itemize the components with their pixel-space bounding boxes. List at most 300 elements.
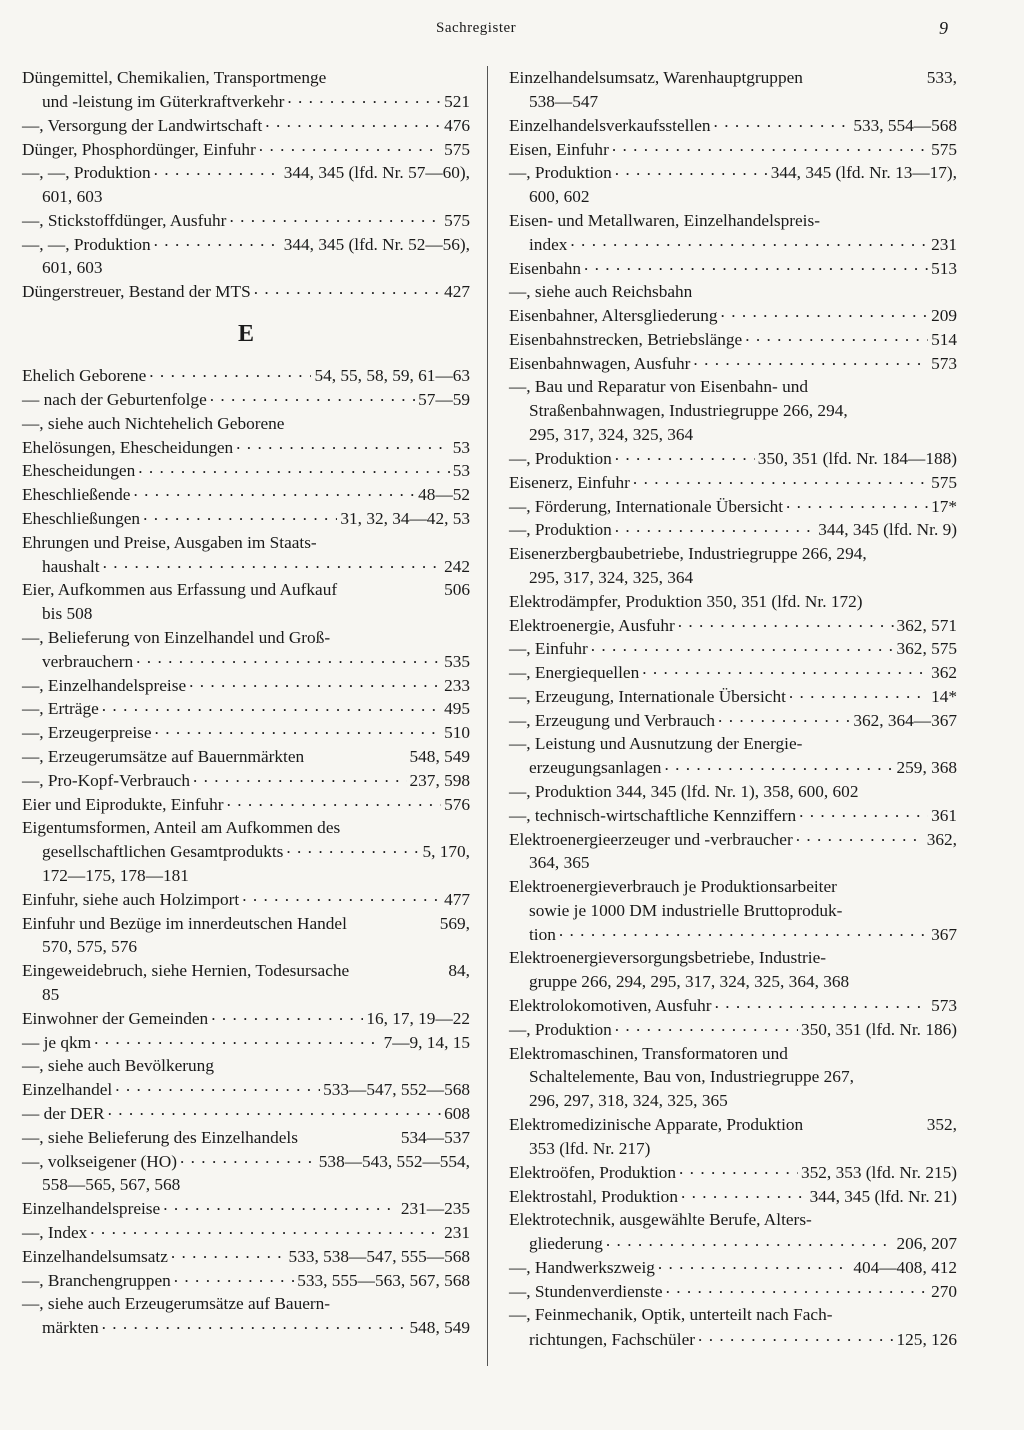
index-term: Düngerstreuer, Bestand der MTS: [22, 282, 251, 302]
index-entry: [509, 447, 957, 471]
index-term: Elektrodämpfer, Produktion 350, 351 (lfd. Nr. 172): [509, 591, 863, 611]
dot-leader: [642, 661, 928, 678]
index-entry: [509, 637, 957, 661]
page-references: 538—543, 552—554,: [318, 1151, 470, 1171]
index-term: —, siehe Belieferung des Einzelhandels: [22, 1127, 298, 1147]
dot-leader: [666, 1280, 928, 1297]
page-references: 344, 345 (lfd. Nr. 9): [818, 520, 957, 540]
page-references: 209: [931, 306, 957, 326]
index-term: 295, 317, 324, 325, 364: [529, 424, 694, 444]
dot-leader: [229, 209, 441, 226]
index-entry-line: [509, 280, 957, 304]
dot-leader: [698, 1327, 893, 1344]
index-term: märkten: [42, 1318, 99, 1338]
dot-leader: [115, 1078, 320, 1095]
index-entry: [22, 507, 470, 531]
index-entry-line: [22, 935, 470, 959]
index-entry-line: [22, 507, 470, 531]
index-entry-line: [22, 697, 470, 721]
index-term: Elektrostahl, Produktion: [509, 1186, 678, 1206]
page-references: 16, 17, 19—22: [366, 1008, 470, 1028]
dot-leader: [789, 685, 928, 702]
index-term: Eisenbahnwagen, Ausfuhr: [509, 353, 691, 373]
page-header: [0, 20, 1024, 44]
index-term: tion: [529, 924, 556, 944]
index-term: Eheschließende: [22, 485, 131, 505]
index-entry-line: [509, 566, 957, 590]
page-references: 53: [452, 461, 470, 481]
index-entry: [22, 161, 470, 209]
index-entry: [509, 328, 957, 352]
index-entry: [509, 1184, 957, 1208]
index-entry-line: [509, 328, 957, 352]
index-term: Eisen- und Metallwaren, Einzelhandelspreis-: [509, 210, 820, 230]
page-references: 513: [931, 258, 957, 278]
index-entry: [509, 280, 957, 304]
page-references: 514: [931, 330, 957, 350]
index-entry: [22, 1030, 470, 1054]
index-entry-line: [509, 256, 957, 280]
dot-leader: [143, 507, 337, 524]
index-term: —, Bau und Reparatur von Eisenbahn- und: [509, 377, 808, 397]
dot-leader: [721, 304, 929, 321]
index-entry: [22, 1221, 470, 1245]
dot-leader: [227, 792, 442, 809]
index-entry-line: [22, 554, 470, 578]
index-entry: [509, 828, 957, 876]
index-entry-line: [22, 888, 470, 912]
index-term: —, Produktion: [509, 449, 612, 469]
index-term: sowie je 1000 DM industrielle Bruttoproduk-: [529, 900, 843, 920]
index-entry: [509, 732, 957, 780]
index-entry-line: [22, 721, 470, 745]
index-term: Eisenbahn: [509, 258, 581, 278]
index-entry: [22, 459, 470, 483]
index-term: Einzelhandelsumsatz: [22, 1246, 168, 1266]
index-term: — nach der Geburtenfolge: [22, 390, 207, 410]
index-entry-line: [509, 471, 957, 495]
dot-leader: [136, 650, 441, 667]
dot-leader: [108, 1102, 442, 1119]
page-references: 576: [444, 794, 470, 814]
dot-leader: [103, 554, 441, 571]
index-entry: [509, 1256, 957, 1280]
index-term: Einfuhr und Bezüge im innerdeutschen Handel: [22, 913, 347, 933]
page-references: 534—537: [400, 1127, 470, 1147]
index-term: Dünger, Phosphordünger, Einfuhr: [22, 139, 256, 159]
index-term: —, Pro-Kopf-Verbrauch: [22, 770, 190, 790]
page-references: 344, 345 (lfd. Nr. 21): [809, 1186, 957, 1206]
index-term: —, Produktion: [509, 520, 612, 540]
index-entry-line: [22, 1054, 470, 1078]
index-entry-line: [509, 1303, 957, 1327]
index-entry: [22, 209, 470, 233]
index-entry: [22, 1197, 470, 1221]
index-entry-line: [22, 1292, 470, 1316]
dot-leader: [786, 494, 928, 511]
index-entry: [22, 911, 470, 959]
index-term: —, Einfuhr: [509, 639, 588, 659]
page-references: 270: [931, 1281, 957, 1301]
index-entry-line: [509, 732, 957, 756]
index-entry-line: [22, 483, 470, 507]
index-term: Elektroenergie, Ausfuhr: [509, 615, 675, 635]
page-references: 350, 351 (lfd. Nr. 184—188): [757, 449, 957, 469]
dot-leader: [259, 137, 441, 154]
index-entry-line: [509, 780, 957, 804]
index-entry-line: [509, 137, 957, 161]
index-entry-line: [509, 1232, 957, 1256]
index-term: —, Produktion: [509, 1020, 612, 1040]
index-term: Eisenerz, Einfuhr: [509, 472, 630, 492]
page-references: 608: [444, 1103, 470, 1123]
dot-leader: [693, 352, 928, 369]
index-entry: [22, 1078, 470, 1102]
index-entry: [509, 375, 957, 446]
index-entry: [509, 1042, 957, 1113]
index-entry-line: [22, 531, 470, 555]
index-entry-line: [22, 280, 470, 304]
index-term: Elektroenergieversorgungsbetriebe, Industrie-: [509, 948, 827, 968]
dot-leader: [102, 1316, 407, 1333]
dot-leader: [714, 114, 851, 131]
index-entry-line: [22, 90, 470, 114]
index-entry: [22, 137, 470, 161]
dot-leader: [174, 1268, 294, 1285]
index-entry: [509, 256, 957, 280]
index-entry-line: [509, 542, 957, 566]
index-entry-line: [22, 578, 470, 602]
index-entry-line: [22, 840, 470, 864]
index-term: —, Produktion 344, 345 (lfd. Nr. 1), 358, 600, 602: [509, 781, 859, 801]
index-entry-line: [509, 233, 957, 257]
index-entry-line: [509, 375, 957, 399]
index-term: gruppe 266, 294, 295, 317, 324, 325, 364, 368: [529, 972, 850, 992]
page-references: 362,: [926, 829, 957, 849]
index-term: Eisenerzbergbaubetriebe, Industriegruppe 266, 294,: [509, 543, 867, 563]
index-entry: [22, 1006, 470, 1030]
page-references: 344, 345 (lfd. Nr. 52—56),: [283, 234, 470, 254]
index-entry-line: [509, 90, 957, 114]
index-entry: [509, 1018, 957, 1042]
page-references: 510: [444, 723, 470, 743]
index-entry: [22, 483, 470, 507]
index-entry-line: [509, 875, 957, 899]
page-references: 404—408, 412: [853, 1258, 957, 1278]
index-entry: [22, 1125, 470, 1149]
index-entry: [22, 1268, 470, 1292]
index-entry-line: [22, 1078, 470, 1102]
index-entry: [509, 161, 957, 209]
index-entry: [22, 435, 470, 459]
index-term: —, Erzeugung, Internationale Übersicht: [509, 687, 786, 707]
index-entry-line: [509, 804, 957, 828]
dot-leader: [94, 1030, 380, 1047]
page-references: 476: [444, 115, 470, 135]
index-entry: [22, 578, 470, 626]
index-entry-line: [509, 447, 957, 471]
dot-leader: [718, 709, 850, 726]
index-entry: [509, 590, 957, 614]
index-entry: [509, 875, 957, 946]
index-term: —, Versorgung der Landwirtschaft: [22, 115, 263, 135]
index-entry: [509, 352, 957, 376]
left-column: [22, 66, 470, 1340]
index-term: —, Energiequellen: [509, 663, 640, 683]
index-entry-line: [509, 423, 957, 447]
page-references: 17*: [931, 496, 957, 516]
index-entry-line: [509, 114, 957, 138]
index-entry-line: [509, 685, 957, 709]
page-references: 569,: [439, 913, 470, 933]
column-divider: [487, 66, 488, 1366]
index-entry: [22, 721, 470, 745]
index-entry: [509, 804, 957, 828]
index-term: richtungen, Fachschüler: [529, 1329, 696, 1349]
index-entry-line: [22, 256, 470, 280]
index-entry: [509, 780, 957, 804]
page-references: 506: [444, 580, 470, 600]
page-references: 242: [444, 556, 470, 576]
page-references: 573: [931, 996, 957, 1016]
page-references: 84,: [448, 961, 470, 981]
index-term: 600, 602: [529, 186, 590, 206]
index-entry-line: [509, 994, 957, 1018]
page-references: 231: [444, 1222, 470, 1242]
page-references: 575: [444, 211, 470, 231]
index-entry-line: [509, 1208, 957, 1232]
index-entry-line: [22, 602, 470, 626]
dot-leader: [559, 923, 928, 940]
dot-leader: [171, 1244, 286, 1261]
index-term: —, Feinmechanik, Optik, unterteilt nach Fach-: [509, 1305, 833, 1325]
running-title: Sachregister: [436, 20, 517, 36]
index-term: —, Einzelhandelspreise: [22, 675, 187, 695]
index-entry-line: [22, 816, 470, 840]
dot-leader: [210, 388, 415, 405]
index-term: —, siehe auch Reichsbahn: [509, 282, 693, 302]
dot-leader: [138, 459, 449, 476]
index-entry: [509, 1208, 957, 1256]
dot-leader: [664, 756, 893, 773]
dot-leader: [154, 233, 281, 250]
index-entry-line: [22, 911, 470, 935]
page-references: 361: [931, 806, 957, 825]
index-entry-line: [509, 756, 957, 780]
dot-leader: [286, 840, 419, 857]
page-references: 548, 549: [409, 747, 470, 767]
index-term: —, Stundenverdienste: [509, 1281, 663, 1301]
index-entry: [509, 518, 957, 542]
page-references: 427: [444, 282, 470, 302]
index-entry-line: [22, 626, 470, 650]
dot-leader: [796, 828, 924, 845]
index-term: —, Produktion: [509, 163, 612, 183]
page-references: 362, 575: [896, 639, 957, 659]
index-entry: [22, 280, 470, 304]
index-entry-line: [509, 828, 957, 852]
dot-leader: [265, 114, 441, 131]
index-entry-line: [509, 1065, 957, 1089]
dot-leader: [236, 435, 450, 452]
index-entry-line: [509, 923, 957, 947]
index-entry-line: [22, 1316, 470, 1340]
index-entry-line: [22, 412, 470, 436]
index-term: Einzelhandelsverkaufsstellen: [509, 115, 711, 135]
index-term: —, Erzeugerumsätze auf Bauernmärkten: [22, 747, 305, 767]
index-entry-line: [509, 1256, 957, 1280]
index-entry-line: [22, 1197, 470, 1221]
page-references: 535: [444, 651, 470, 671]
page-references: 548, 549: [409, 1318, 470, 1338]
index-term: —, Branchengruppen: [22, 1270, 171, 1290]
index-term: Einzelhandel: [22, 1080, 113, 1100]
index-entry-line: [22, 864, 470, 888]
dot-leader: [211, 1006, 363, 1023]
index-term: —, —, Produktion: [22, 234, 151, 254]
index-entry-line: [22, 1221, 470, 1245]
index-term: —, Leistung und Ausnutzung der Energie-: [509, 734, 803, 754]
page-references: 231—235: [400, 1199, 470, 1219]
index-entry-line: [509, 899, 957, 923]
index-entry: [22, 412, 470, 436]
dot-leader: [615, 518, 816, 535]
index-term: verbrauchern: [42, 651, 134, 671]
index-entry: [22, 531, 470, 579]
page-references: 125, 126: [896, 1329, 957, 1349]
page-references: 573: [931, 353, 957, 373]
index-entry-line: [509, 1018, 957, 1042]
page-references: 533—547, 552—568: [323, 1080, 470, 1100]
dot-leader: [193, 769, 407, 786]
index-entry: [22, 233, 470, 281]
index-entry-line: [22, 459, 470, 483]
index-term: haushalt: [42, 556, 100, 576]
dot-leader: [745, 328, 928, 345]
index-entry: [509, 209, 957, 257]
index-term: 296, 297, 318, 324, 325, 365: [529, 1091, 728, 1111]
dot-leader: [189, 673, 441, 690]
index-term: gesellschaftlichen Gesamtprodukts: [42, 842, 284, 862]
index-term: Eier und Eiprodukte, Einfuhr: [22, 794, 224, 814]
index-entry-line: [509, 590, 957, 614]
index-entry: [509, 137, 957, 161]
page-references: 495: [444, 699, 470, 719]
index-term: —, siehe auch Nichtehelich Geborene: [22, 413, 285, 433]
dot-leader: [591, 637, 894, 654]
dot-leader: [584, 256, 928, 273]
index-entry: [509, 304, 957, 328]
index-term: Elektroöfen, Produktion: [509, 1162, 677, 1182]
index-entry-line: [22, 388, 470, 412]
index-term: Elektroenergieerzeuger und -verbraucher: [509, 829, 793, 849]
index-entry-line: [509, 185, 957, 209]
page-references: 350, 351 (lfd. Nr. 186): [801, 1020, 957, 1040]
index-entry-line: [22, 1030, 470, 1054]
index-term: Straßenbahnwagen, Industriegruppe 266, 294,: [529, 401, 848, 421]
page-references: 231: [931, 234, 957, 254]
index-term: 570, 575, 576: [42, 937, 138, 957]
dot-leader: [678, 613, 894, 630]
index-entry: [509, 709, 957, 733]
dot-leader: [615, 1018, 798, 1035]
index-entry-line: [22, 233, 470, 257]
page-references: 533, 538—547, 555—568: [288, 1246, 470, 1266]
dot-leader: [570, 233, 928, 250]
page-references: 53: [452, 437, 470, 457]
index-entry: [22, 697, 470, 721]
index-entry-line: [22, 1102, 470, 1126]
index-entry-line: [509, 399, 957, 423]
dot-leader: [155, 721, 442, 738]
index-term: Ehrungen und Preise, Ausgaben im Staats-: [22, 532, 317, 552]
index-term: 538—547: [529, 91, 599, 111]
index-entry-line: [509, 709, 957, 733]
index-entry-line: [509, 304, 957, 328]
index-entry: [22, 114, 470, 138]
index-entry: [509, 471, 957, 495]
dot-leader: [606, 1232, 894, 1249]
index-term: 295, 317, 324, 325, 364: [529, 567, 694, 587]
index-term: Eisenbahnstrecken, Betriebslänge: [509, 330, 743, 350]
index-term: —, —, Produktion: [22, 163, 151, 183]
index-entry: [22, 66, 470, 114]
index-entry: [22, 626, 470, 674]
index-term: —, Erträge: [22, 699, 99, 719]
page-references: 362: [931, 663, 957, 683]
index-term: —, siehe auch Bevölkerung: [22, 1056, 214, 1076]
index-term: —, volkseigener (HO): [22, 1151, 178, 1171]
index-term: Elektrolokomotiven, Ausfuhr: [509, 996, 712, 1016]
index-entry: [509, 1113, 957, 1161]
dot-leader: [133, 483, 415, 500]
index-entry: [509, 1161, 957, 1185]
index-entry-line: [509, 1184, 957, 1208]
index-term: Eigentumsformen, Anteil am Aufkommen des: [22, 818, 341, 838]
dot-leader: [633, 471, 928, 488]
index-term: Eisen, Einfuhr: [509, 139, 609, 159]
index-entry-line: [22, 792, 470, 816]
page-references: 352,: [926, 1115, 957, 1135]
page-references: 344, 345 (lfd. Nr. 13—17),: [770, 163, 957, 183]
index-term: und -leistung im Güterkraftverkehr: [42, 92, 285, 112]
index-entry-line: [509, 970, 957, 994]
index-term: Ehelösungen, Ehescheidungen: [22, 437, 234, 457]
section-letter: E: [237, 320, 254, 347]
index-entry: [509, 1303, 957, 1351]
index-term: 364, 365: [529, 853, 590, 873]
index-term: Eisenbahner, Altersgliederung: [509, 306, 718, 326]
dot-leader: [242, 888, 441, 905]
index-entry-line: [22, 1149, 470, 1173]
index-entry-line: [22, 769, 470, 793]
index-entry-line: [509, 946, 957, 970]
dot-leader: [90, 1221, 441, 1238]
index-entry-line: [22, 114, 470, 138]
index-entry-line: [509, 1137, 957, 1161]
index-entry-line: [22, 364, 470, 388]
index-term: 85: [42, 984, 60, 1004]
dot-leader: [658, 1256, 850, 1273]
index-entry-line: [22, 1006, 470, 1030]
index-entry-line: [509, 518, 957, 542]
index-term: —, Stickstoffdünger, Ausfuhr: [22, 211, 227, 231]
index-term: Schaltelemente, Bau von, Industriegruppe 267,: [529, 1067, 854, 1087]
index-term: 601, 603: [42, 258, 103, 278]
page-references: 477: [444, 889, 470, 909]
index-term: Einzelhandelsumsatz, Warenhauptgruppen: [509, 68, 803, 88]
index-term: —, Belieferung von Einzelhandel und Groß-: [22, 627, 331, 647]
